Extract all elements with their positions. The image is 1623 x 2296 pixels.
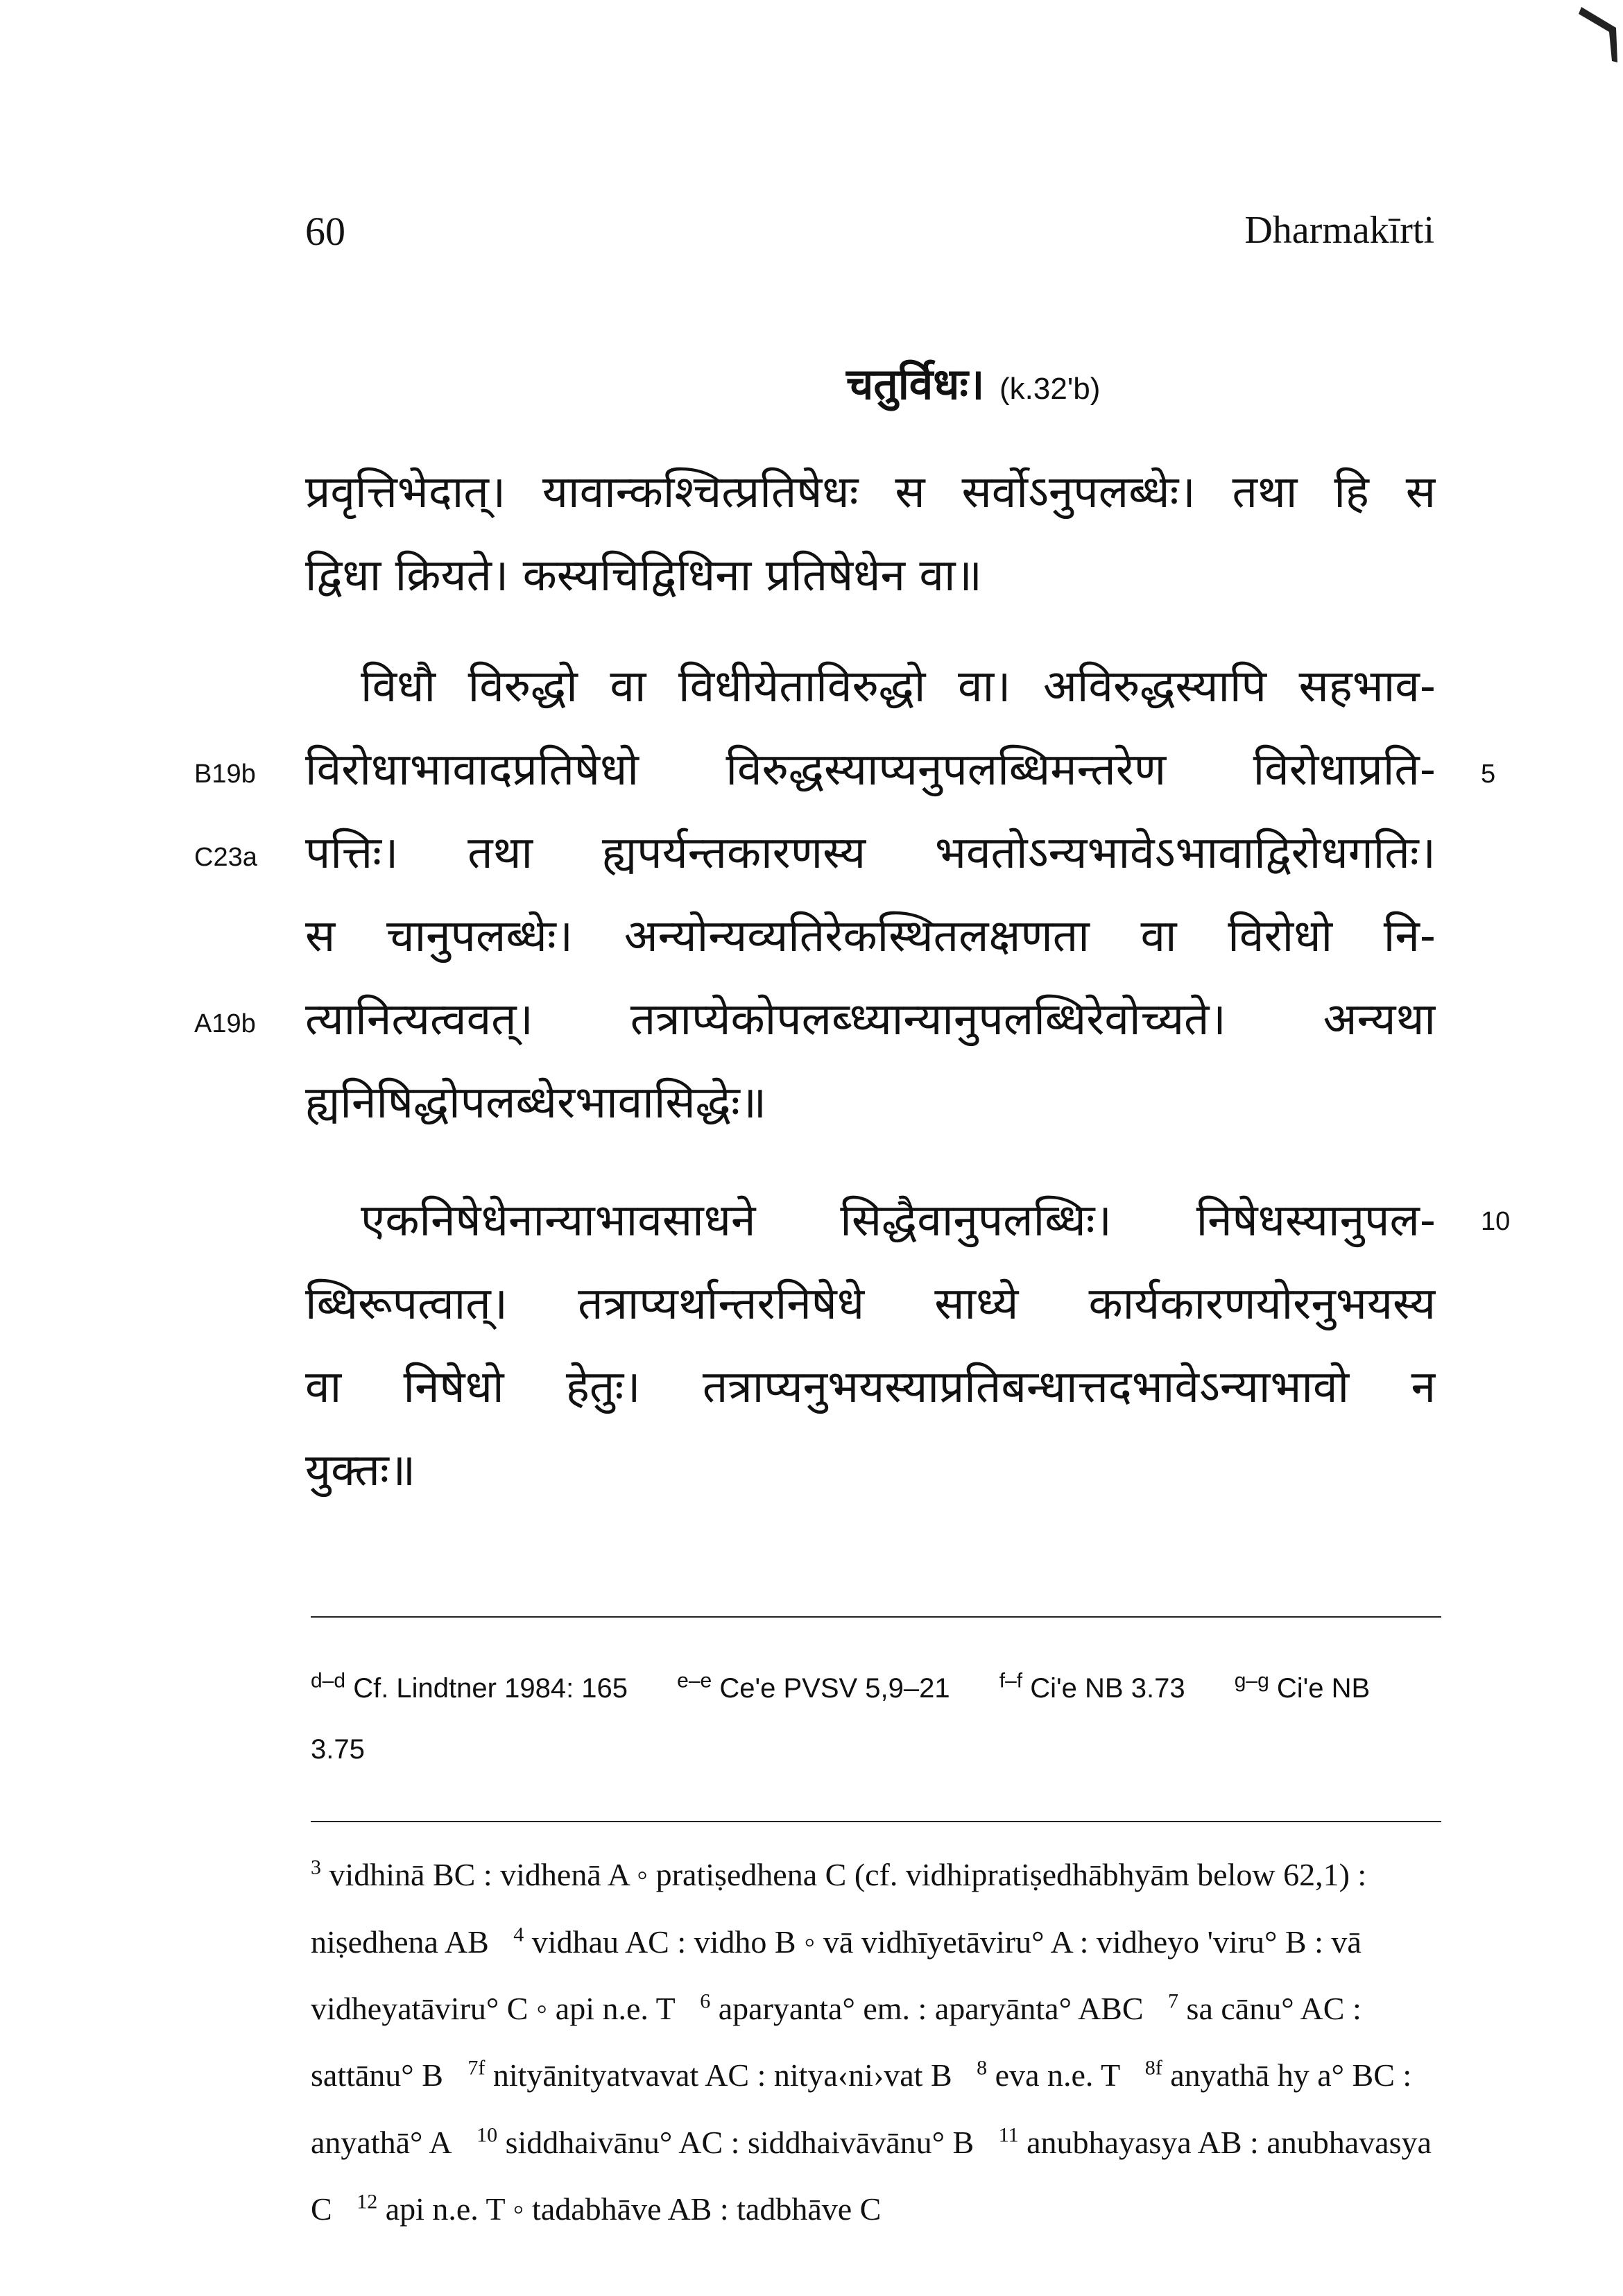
- variant-note: $^{10}$ siddhaivānu° AC : siddhaivāvānu° B: [476, 2123, 974, 2160]
- paragraph-1: [305, 451, 1436, 617]
- margin-note-left: A19b: [194, 1009, 256, 1038]
- source-note: $^{f-f}$ Ci'e NB 3.73: [999, 1670, 1185, 1704]
- text-line: विधौ विरुद्धो वा विधीयेताविरुद्धो वा। अविरुद्धस्यापि सहभाव-: [361, 661, 1436, 712]
- text-line: ब्धिरूपत्वात्। तत्राप्यर्थान्तरनिषेधे साध्ये कार्यकारणयोरनुभयस्य: [305, 1278, 1436, 1330]
- text-line: विरोधाभावादप्रतिषेधो विरुद्धस्याप्यनुपलब्धिमन्तरेण विरोधाप्रति-: [305, 744, 1436, 796]
- text-line: ह्यनिषिद्धोपलब्धेरभावासिद्धेः॥: [305, 1077, 767, 1129]
- paragraph-3: [305, 1179, 1436, 1512]
- text-line: एकनिषेधेनान्याभावसाधने सिद्धैवानुपलब्धिः। निषेधस्यानुपल-: [361, 1195, 1436, 1246]
- line-number: 10: [1481, 1207, 1511, 1236]
- variant-note: $^3$ vidhinā BC : vidhenā A ◦ pratiṣedhena C (cf. vidhipratiṣedhābhyām below 62,1) : niṣedhena AB: [311, 1856, 1367, 1960]
- source-note: $^{d-d}$ Cf. Lindtner 1984: 165: [311, 1670, 628, 1704]
- footnote-rule: [311, 1821, 1441, 1822]
- text-line: स चानुपलब्धेः। अन्योन्यव्यतिरेकस्थितलक्षणता वा विरोधो नि-: [305, 911, 1436, 962]
- text-line: पत्तिः। तथा ह्यपर्यन्तकारणस्य भवतोऽन्यभावेऽभावाद्विरोधगतिः।: [305, 828, 1436, 879]
- variant-apparatus: [311, 1838, 1448, 2239]
- line-number: 5: [1481, 760, 1496, 789]
- footnote-rule: [311, 1616, 1441, 1618]
- source-note: $^{g-g}$ Ci'e NB 3.75: [311, 1670, 1371, 1765]
- variant-note: $^{7f}$ nityānityatvavat AC : nitya‹ni›vat B: [467, 2056, 952, 2093]
- text-line: प्रवृत्तिभेदात्। यावान्कश्चित्प्रतिषेधः स सर्वोऽनुपलब्धेः। तथा हि स: [305, 467, 1436, 518]
- source-apparatus: [311, 1651, 1448, 1780]
- verse-heading: [846, 354, 1100, 412]
- variant-note: $^{12}$ api n.e. T ◦ tadabhāve AB : tadbhāve C: [357, 2190, 882, 2227]
- running-head: Dharmakīrti: [1244, 209, 1434, 252]
- verse-heading-text: चतुर्विधः।: [846, 359, 985, 409]
- scan-corner-mark: [1574, 0, 1623, 62]
- variant-note: $^7$ sa cānu° AC : sattānu° B: [311, 1989, 1362, 2093]
- text-line: युक्तः॥: [305, 1445, 416, 1496]
- paragraph-2: [305, 645, 1436, 1145]
- margin-note-left: C23a: [194, 843, 257, 872]
- text-line: त्यानित्यत्ववत्। तत्राप्येकोपलब्ध्यान्यानुपलब्धिरेवोच्यते। अन्यथा: [305, 994, 1436, 1045]
- variant-note: $^{11}$ anubhayasya AB : anubhavasya C: [311, 2123, 1432, 2227]
- variant-note: $^6$ aparyanta° em. : aparyānta° ABC: [700, 1989, 1144, 2026]
- variant-note: $^4$ vidhau AC : vidho B ◦ vā vidhīyetāviru° A : vidheyo 'viru° B : vā vidheyatāviru° C ◦ api n.e. T: [311, 1923, 1362, 2026]
- source-note: $^{e-e}$ Ce'e PVSV 5,9–21: [677, 1670, 950, 1704]
- text-line: द्विधा क्रियते। कस्यचिद्विधिना प्रतिषेधेन वा॥: [305, 550, 982, 601]
- page-header: [0, 208, 1623, 271]
- karika-reference: (k.32'b): [999, 372, 1101, 406]
- page-number: 60: [305, 209, 345, 254]
- variant-note: $^{8f}$ anyathā hy a° BC : anyathā° A: [311, 2056, 1412, 2160]
- variant-note: $^8$ eva n.e. T: [977, 2056, 1121, 2093]
- text-line: वा निषेधो हेतुः। तत्राप्यनुभयस्याप्रतिबन्धात्तदभावेऽन्याभावो न: [305, 1362, 1436, 1413]
- margin-note-left: B19b: [194, 760, 256, 789]
